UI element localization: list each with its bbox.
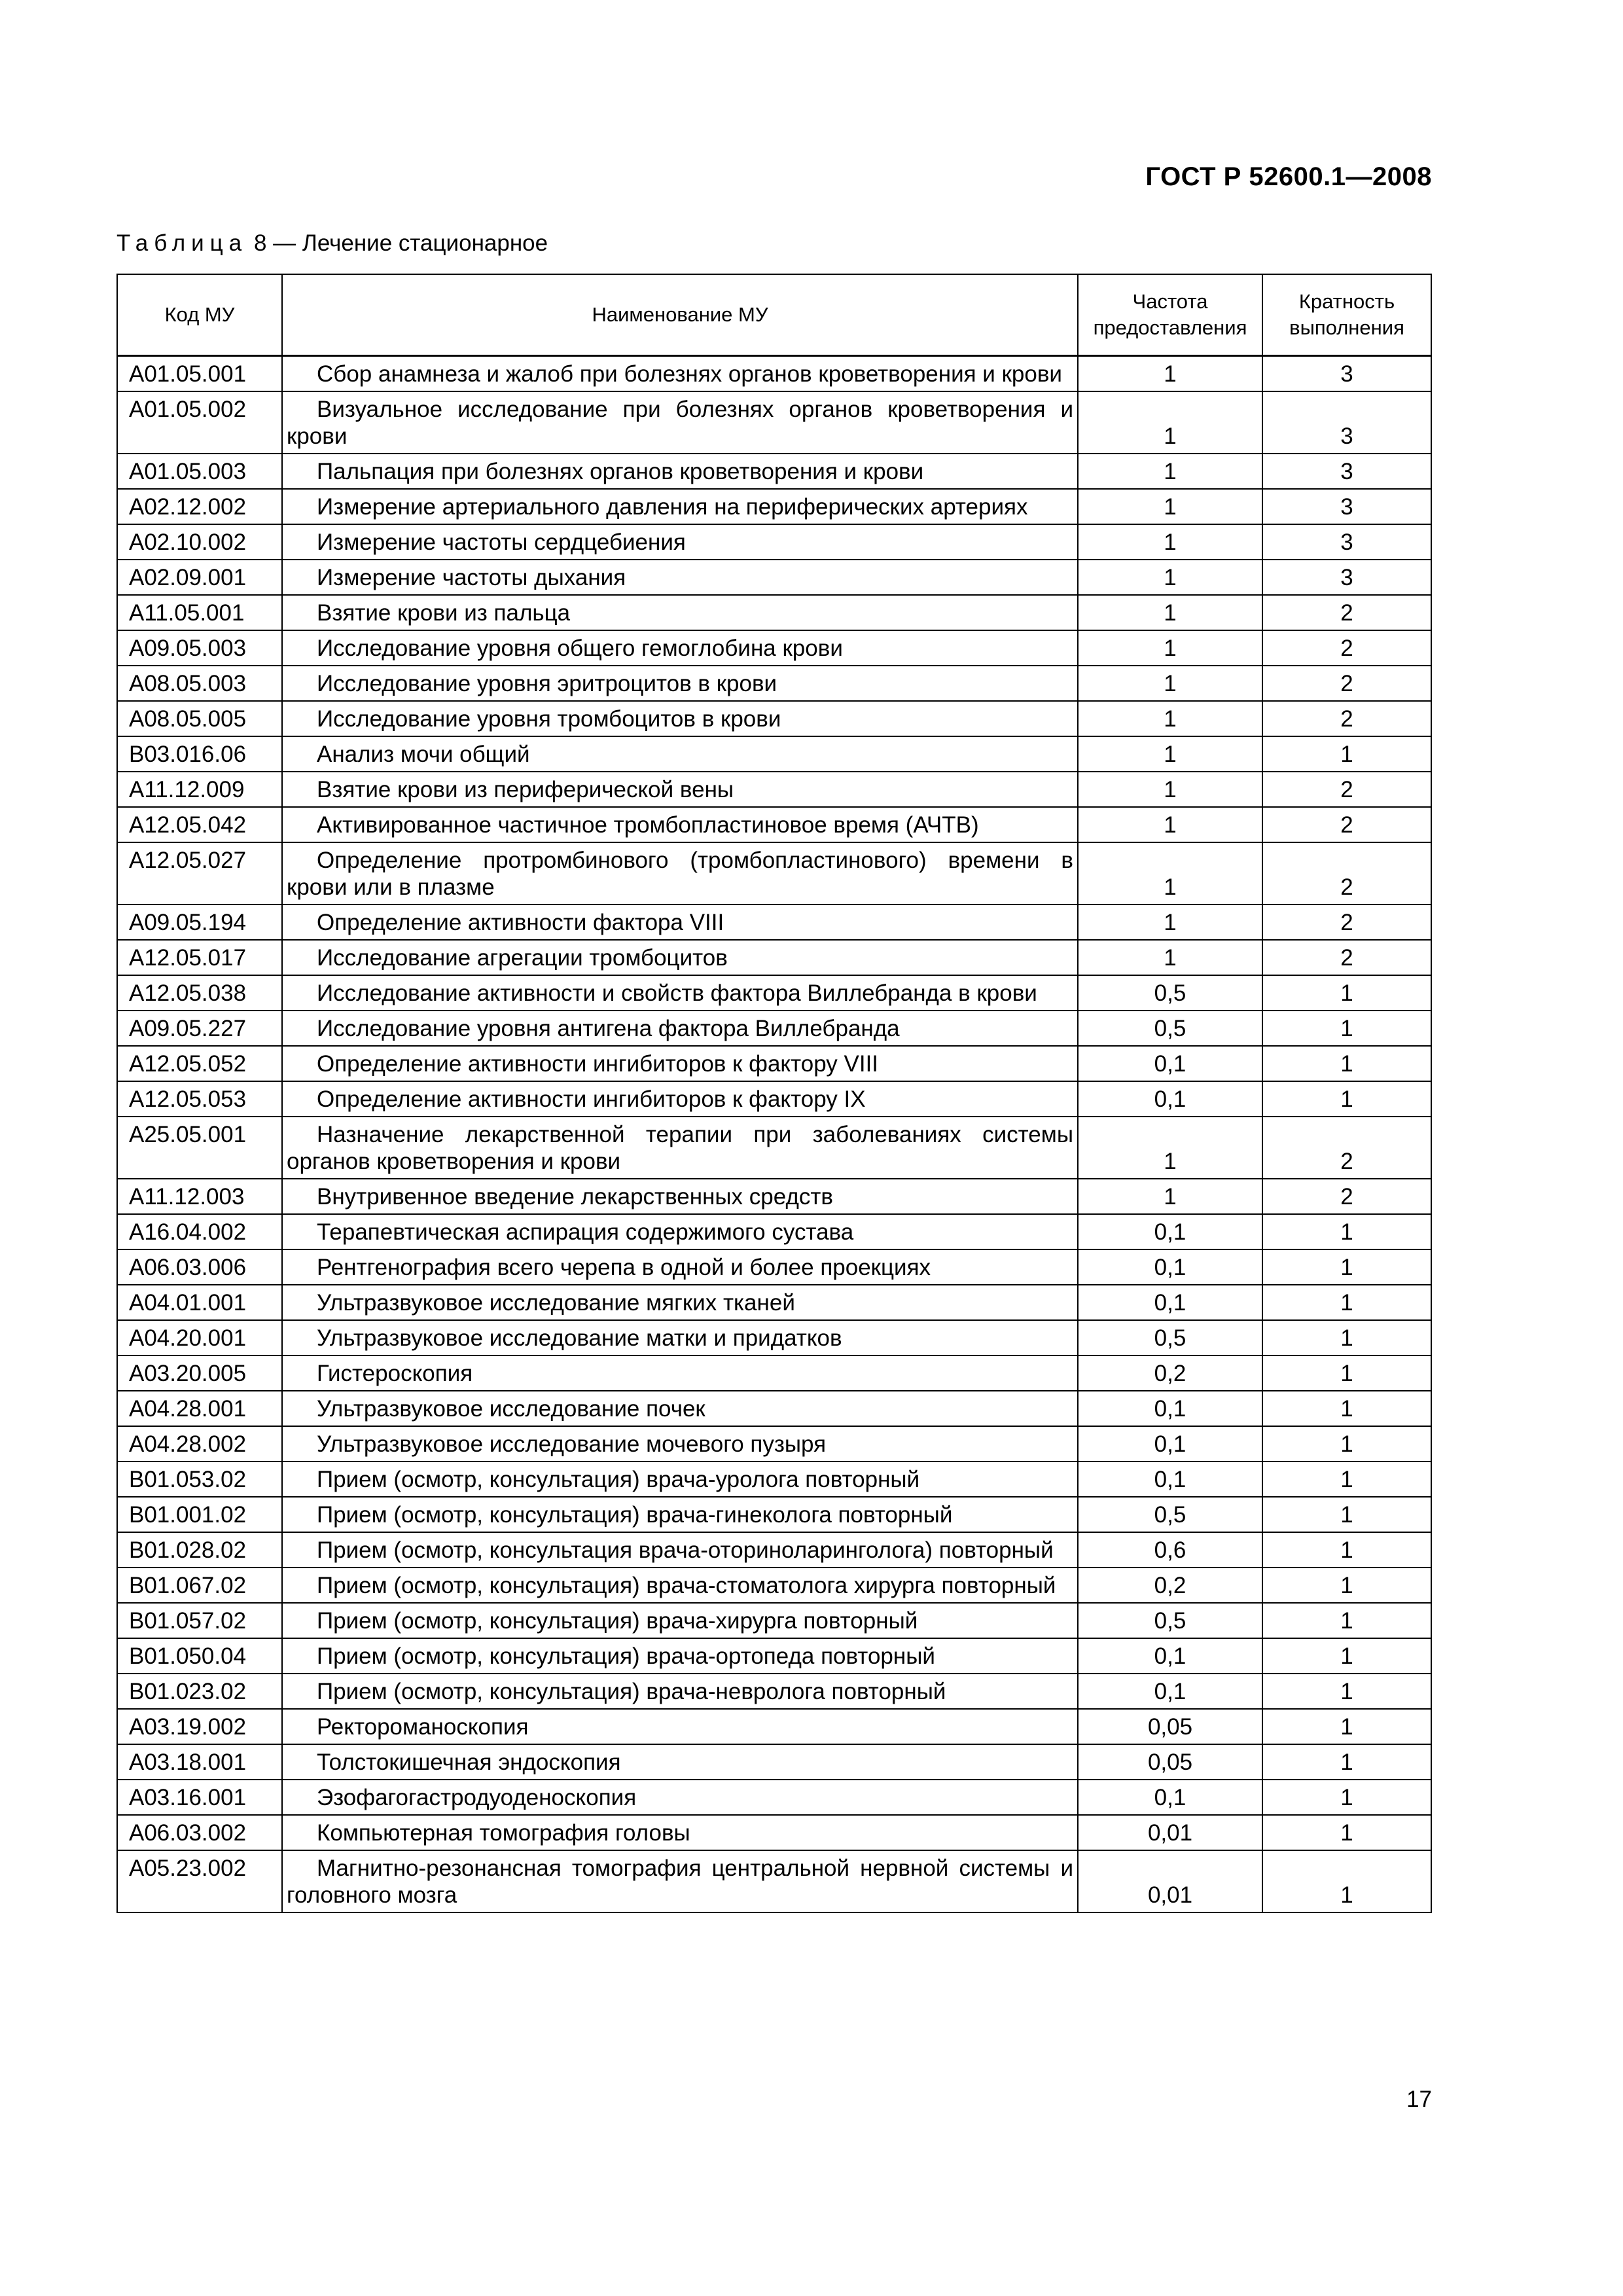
cell-multiplicity: 2 (1262, 666, 1431, 701)
table-row (117, 666, 1431, 701)
cell-name: Исследование уровня антигена фактора Виллебранда (282, 1011, 1078, 1046)
cell-name: Прием (осмотр, консультация) врача-гинеколога повторный (282, 1497, 1078, 1532)
table-row (117, 595, 1431, 630)
cell-frequency: 0,1 (1078, 1285, 1262, 1320)
table-body (117, 356, 1431, 1913)
cell-frequency: 1 (1078, 595, 1262, 630)
cell-frequency: 0,1 (1078, 1674, 1262, 1709)
cell-name: Магнитно-резонансная томография центральной нервной системы и головного мозга (282, 1850, 1078, 1912)
cell-code: A06.03.002 (117, 1815, 282, 1850)
cell-multiplicity: 1 (1262, 1709, 1431, 1744)
cell-code: A11.12.003 (117, 1179, 282, 1214)
table-row (117, 489, 1431, 524)
cell-name: Ультразвуковое исследование матки и придатков (282, 1320, 1078, 1355)
table-row (117, 1744, 1431, 1780)
cell-name: Исследование уровня общего гемоглобина крови (282, 630, 1078, 666)
cell-multiplicity: 3 (1262, 391, 1431, 454)
header-multiplicity-line2: выполнения (1289, 316, 1404, 339)
cell-name: Взятие крови из периферической вены (282, 772, 1078, 807)
cell-code: A02.09.001 (117, 560, 282, 595)
cell-code: A03.19.002 (117, 1709, 282, 1744)
cell-frequency: 0,5 (1078, 1011, 1262, 1046)
cell-frequency: 1 (1078, 807, 1262, 842)
cell-code: A12.05.042 (117, 807, 282, 842)
cell-frequency: 0,1 (1078, 1081, 1262, 1117)
table-row (117, 1497, 1431, 1532)
cell-multiplicity: 2 (1262, 595, 1431, 630)
table-row (117, 1568, 1431, 1603)
cell-name: Определение активности ингибиторов к фактору IX (282, 1081, 1078, 1117)
cell-code: A11.12.009 (117, 772, 282, 807)
cell-multiplicity: 1 (1262, 1497, 1431, 1532)
table-row (117, 940, 1431, 975)
table-row (117, 630, 1431, 666)
cell-frequency: 0,1 (1078, 1046, 1262, 1081)
cell-name: Исследование активности и свойств фактора Виллебранда в крови (282, 975, 1078, 1011)
cell-multiplicity: 1 (1262, 1568, 1431, 1603)
cell-code: A16.04.002 (117, 1214, 282, 1249)
page-number: 17 (1406, 2087, 1432, 2112)
cell-code: A25.05.001 (117, 1117, 282, 1179)
header-frequency (1078, 274, 1262, 356)
table-row (117, 736, 1431, 772)
cell-code: A09.05.227 (117, 1011, 282, 1046)
cell-code: A05.23.002 (117, 1850, 282, 1912)
cell-frequency: 0,1 (1078, 1249, 1262, 1285)
cell-multiplicity: 3 (1262, 356, 1431, 392)
cell-frequency: 0,1 (1078, 1638, 1262, 1674)
cell-code: A06.03.006 (117, 1249, 282, 1285)
table-row (117, 1780, 1431, 1815)
table-row (117, 842, 1431, 905)
cell-frequency: 0,6 (1078, 1532, 1262, 1568)
table-row (117, 356, 1431, 392)
cell-multiplicity: 1 (1262, 1780, 1431, 1815)
cell-code: B01.050.04 (117, 1638, 282, 1674)
cell-name: Прием (осмотр, консультация) врача-стоматолога хирурга повторный (282, 1568, 1078, 1603)
cell-frequency: 1 (1078, 1179, 1262, 1214)
cell-name: Прием (осмотр, консультация) врача-уролога повторный (282, 1462, 1078, 1497)
table-row (117, 560, 1431, 595)
cell-name: Пальпация при болезнях органов кроветворения и крови (282, 454, 1078, 489)
table-row (117, 1117, 1431, 1179)
cell-code: A08.05.005 (117, 701, 282, 736)
cell-frequency: 0,1 (1078, 1462, 1262, 1497)
cell-name: Измерение артериального давления на периферических артериях (282, 489, 1078, 524)
cell-frequency: 0,1 (1078, 1426, 1262, 1462)
cell-multiplicity: 1 (1262, 1674, 1431, 1709)
cell-multiplicity: 2 (1262, 630, 1431, 666)
cell-frequency: 1 (1078, 524, 1262, 560)
cell-code: A04.28.002 (117, 1426, 282, 1462)
table-row (117, 1462, 1431, 1497)
table-row (117, 1532, 1431, 1568)
cell-multiplicity: 1 (1262, 1850, 1431, 1912)
table-row (117, 1603, 1431, 1638)
header-code: Код МУ (117, 274, 282, 356)
cell-code: B01.057.02 (117, 1603, 282, 1638)
cell-code: B01.028.02 (117, 1532, 282, 1568)
cell-multiplicity: 1 (1262, 1426, 1431, 1462)
cell-name: Исследование уровня тромбоцитов в крови (282, 701, 1078, 736)
cell-frequency: 1 (1078, 391, 1262, 454)
cell-multiplicity: 1 (1262, 975, 1431, 1011)
cell-name: Определение активности ингибиторов к фактору VIII (282, 1046, 1078, 1081)
cell-code: A03.16.001 (117, 1780, 282, 1815)
cell-frequency: 1 (1078, 666, 1262, 701)
cell-name: Исследование агрегации тромбоцитов (282, 940, 1078, 975)
cell-multiplicity: 1 (1262, 1320, 1431, 1355)
table-row (117, 1815, 1431, 1850)
cell-name: Эзофагогастродуоденоскопия (282, 1780, 1078, 1815)
table-row (117, 1320, 1431, 1355)
table-row (117, 1426, 1431, 1462)
table-row (117, 1285, 1431, 1320)
cell-multiplicity: 2 (1262, 940, 1431, 975)
cell-code: A12.05.027 (117, 842, 282, 905)
cell-frequency: 0,5 (1078, 975, 1262, 1011)
cell-name: Назначение лекарственной терапии при заболеваниях системы органов кроветворения и крови (282, 1117, 1078, 1179)
cell-name: Прием (осмотр, консультация) врача-невролога повторный (282, 1674, 1078, 1709)
cell-multiplicity: 1 (1262, 1532, 1431, 1568)
cell-frequency: 0,1 (1078, 1391, 1262, 1426)
cell-frequency: 1 (1078, 560, 1262, 595)
table-row (117, 1391, 1431, 1426)
cell-frequency: 0,1 (1078, 1214, 1262, 1249)
cell-multiplicity: 1 (1262, 1249, 1431, 1285)
cell-frequency: 1 (1078, 772, 1262, 807)
cell-code: A12.05.053 (117, 1081, 282, 1117)
cell-code: A09.05.003 (117, 630, 282, 666)
cell-multiplicity: 2 (1262, 807, 1431, 842)
table-row (117, 905, 1431, 940)
cell-frequency: 1 (1078, 1117, 1262, 1179)
cell-code: B03.016.06 (117, 736, 282, 772)
header-multiplicity-line1: Кратность (1298, 290, 1395, 313)
table-row (117, 1179, 1431, 1214)
cell-multiplicity: 1 (1262, 1391, 1431, 1426)
cell-frequency: 0,01 (1078, 1850, 1262, 1912)
services-table (116, 274, 1432, 1913)
cell-name: Гистероскопия (282, 1355, 1078, 1391)
table-row (117, 454, 1431, 489)
header-frequency-line1: Частота (1132, 290, 1208, 313)
cell-name: Измерение частоты сердцебиения (282, 524, 1078, 560)
header-multiplicity (1262, 274, 1431, 356)
table-row (117, 701, 1431, 736)
table-row (117, 975, 1431, 1011)
table-row (117, 807, 1431, 842)
cell-name: Прием (осмотр, консультация) врача-хирурга повторный (282, 1603, 1078, 1638)
cell-name: Определение протромбинового (тромбопластинового) времени в крови или в плазме (282, 842, 1078, 905)
cell-frequency: 1 (1078, 701, 1262, 736)
cell-code: A01.05.002 (117, 391, 282, 454)
cell-multiplicity: 2 (1262, 1179, 1431, 1214)
cell-multiplicity: 2 (1262, 1117, 1431, 1179)
cell-frequency: 0,01 (1078, 1815, 1262, 1850)
table-row (117, 1249, 1431, 1285)
cell-multiplicity: 2 (1262, 905, 1431, 940)
cell-frequency: 1 (1078, 356, 1262, 392)
cell-frequency: 0,05 (1078, 1709, 1262, 1744)
cell-name: Взятие крови из пальца (282, 595, 1078, 630)
cell-name: Визуальное исследование при болезнях органов кроветворения и крови (282, 391, 1078, 454)
cell-frequency: 1 (1078, 630, 1262, 666)
table-caption-title: 8 — Лечение стационарное (247, 230, 548, 256)
cell-code: A02.12.002 (117, 489, 282, 524)
cell-code: A02.10.002 (117, 524, 282, 560)
cell-frequency: 0,2 (1078, 1568, 1262, 1603)
cell-code: B01.001.02 (117, 1497, 282, 1532)
cell-multiplicity: 2 (1262, 701, 1431, 736)
header-frequency-line2: предоставления (1093, 316, 1247, 339)
cell-multiplicity: 3 (1262, 560, 1431, 595)
cell-name: Внутривенное введение лекарственных средств (282, 1179, 1078, 1214)
table-row (117, 1011, 1431, 1046)
cell-name: Сбор анамнеза и жалоб при болезнях органов кроветворения и крови (282, 356, 1078, 392)
cell-multiplicity: 1 (1262, 1815, 1431, 1850)
cell-frequency: 0,5 (1078, 1320, 1262, 1355)
cell-multiplicity: 2 (1262, 772, 1431, 807)
cell-name: Прием (осмотр, консультация) врача-ортопеда повторный (282, 1638, 1078, 1674)
table-row (117, 772, 1431, 807)
cell-code: A01.05.001 (117, 356, 282, 392)
cell-frequency: 1 (1078, 842, 1262, 905)
table-row (117, 524, 1431, 560)
cell-code: A03.20.005 (117, 1355, 282, 1391)
cell-code: A04.01.001 (117, 1285, 282, 1320)
cell-frequency: 1 (1078, 905, 1262, 940)
table-row (117, 1081, 1431, 1117)
cell-frequency: 1 (1078, 736, 1262, 772)
cell-name: Ультразвуковое исследование мочевого пузыря (282, 1426, 1078, 1462)
table-row (117, 1046, 1431, 1081)
cell-multiplicity: 1 (1262, 1011, 1431, 1046)
table-row (117, 1850, 1431, 1912)
table-row (117, 1709, 1431, 1744)
cell-code: A12.05.052 (117, 1046, 282, 1081)
cell-multiplicity: 3 (1262, 489, 1431, 524)
header-name: Наименование МУ (282, 274, 1078, 356)
cell-multiplicity: 1 (1262, 1603, 1431, 1638)
cell-name: Ультразвуковое исследование мягких тканей (282, 1285, 1078, 1320)
cell-name: Ректороманоскопия (282, 1709, 1078, 1744)
cell-frequency: 0,5 (1078, 1603, 1262, 1638)
cell-multiplicity: 2 (1262, 842, 1431, 905)
table-row (117, 391, 1431, 454)
cell-frequency: 1 (1078, 454, 1262, 489)
cell-multiplicity: 1 (1262, 1214, 1431, 1249)
cell-frequency: 1 (1078, 489, 1262, 524)
cell-code: A12.05.017 (117, 940, 282, 975)
table-caption (116, 230, 548, 257)
cell-name: Терапевтическая аспирация содержимого сустава (282, 1214, 1078, 1249)
cell-name: Ультразвуковое исследование почек (282, 1391, 1078, 1426)
cell-frequency: 0,1 (1078, 1780, 1262, 1815)
table-row (117, 1355, 1431, 1391)
cell-frequency: 0,05 (1078, 1744, 1262, 1780)
cell-frequency: 0,2 (1078, 1355, 1262, 1391)
cell-name: Прием (осмотр, консультация врача-оториноларинголога) повторный (282, 1532, 1078, 1568)
document-code: ГОСТ Р 52600.1—2008 (1145, 162, 1432, 191)
cell-multiplicity: 3 (1262, 454, 1431, 489)
cell-name: Исследование уровня эритроцитов в крови (282, 666, 1078, 701)
cell-code: A04.28.001 (117, 1391, 282, 1426)
cell-code: A11.05.001 (117, 595, 282, 630)
cell-multiplicity: 1 (1262, 1046, 1431, 1081)
cell-multiplicity: 1 (1262, 1462, 1431, 1497)
cell-code: A12.05.038 (117, 975, 282, 1011)
cell-multiplicity: 1 (1262, 1638, 1431, 1674)
cell-multiplicity: 1 (1262, 736, 1431, 772)
cell-code: A01.05.003 (117, 454, 282, 489)
cell-frequency: 0,5 (1078, 1497, 1262, 1532)
cell-multiplicity: 1 (1262, 1285, 1431, 1320)
cell-multiplicity: 1 (1262, 1744, 1431, 1780)
cell-code: A09.05.194 (117, 905, 282, 940)
cell-multiplicity: 1 (1262, 1355, 1431, 1391)
cell-name: Компьютерная томография головы (282, 1815, 1078, 1850)
table-row (117, 1674, 1431, 1709)
table-row (117, 1214, 1431, 1249)
cell-name: Рентгенография всего черепа в одной и более проекциях (282, 1249, 1078, 1285)
cell-code: B01.067.02 (117, 1568, 282, 1603)
cell-name: Активированное частичное тромбопластиновое время (АЧТВ) (282, 807, 1078, 842)
cell-name: Измерение частоты дыхания (282, 560, 1078, 595)
cell-code: B01.053.02 (117, 1462, 282, 1497)
cell-code: B01.023.02 (117, 1674, 282, 1709)
table-header-row (117, 274, 1431, 356)
table-caption-word: Таблица (116, 230, 248, 256)
cell-name: Толстокишечная эндоскопия (282, 1744, 1078, 1780)
cell-name: Определение активности фактора VIII (282, 905, 1078, 940)
cell-multiplicity: 3 (1262, 524, 1431, 560)
cell-multiplicity: 1 (1262, 1081, 1431, 1117)
cell-code: A08.05.003 (117, 666, 282, 701)
table-row (117, 1638, 1431, 1674)
cell-code: A03.18.001 (117, 1744, 282, 1780)
cell-code: A04.20.001 (117, 1320, 282, 1355)
cell-frequency: 1 (1078, 940, 1262, 975)
cell-name: Анализ мочи общий (282, 736, 1078, 772)
